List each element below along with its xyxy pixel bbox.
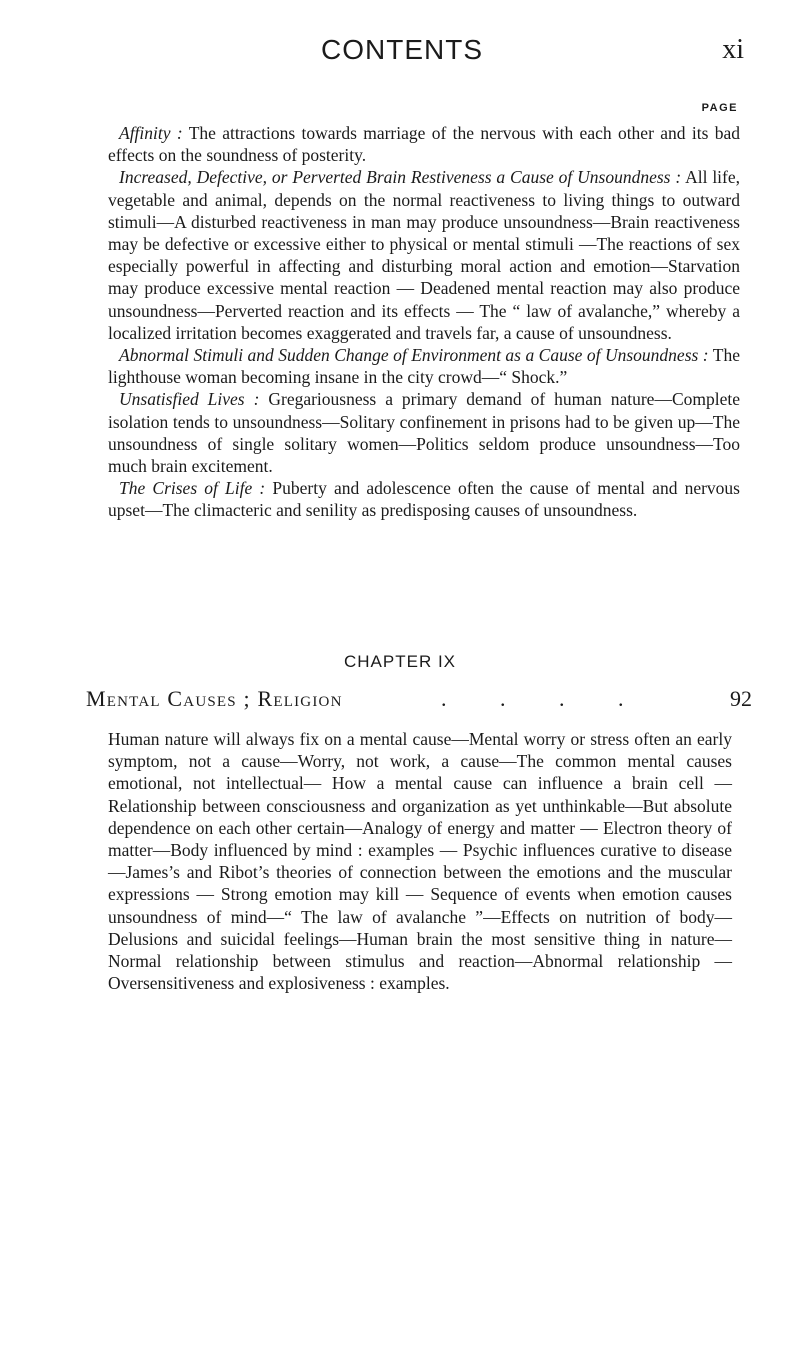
- chapter-heading-line: [86, 686, 752, 716]
- entry-text: Puberty and adolescence often the cause of mental and nervous upset—The climacteric and senility as predisposing causes of unsoundness.: [108, 478, 740, 521]
- entry-heading: Increased, Defective, or Perverted Brain Restiveness a Cause of Unsoundness :: [119, 167, 682, 188]
- entry-text: The lighthouse woman becoming insane in the city crowd—“ Shock.”: [108, 345, 740, 388]
- contents-entry: [108, 388, 740, 477]
- chapter-summary: [108, 728, 732, 994]
- entry-text: The attractions towards marriage of the nervous with each other and its bad effects on the soundness of posterity.: [108, 123, 740, 166]
- entry-heading: Affinity :: [119, 123, 183, 143]
- entry-text: Gregariousness a primary demand of human nature—Complete isolation tends to unsoundness—Solitary confinement in prisons had to be given up—The unsoundness of single solitary women—Politics seldom produce unsoundness—Too much brain excitement.: [108, 389, 740, 477]
- contents-entry: [108, 122, 740, 166]
- page-column-label: PAGE: [701, 102, 738, 114]
- contents-entries: [108, 122, 740, 522]
- chapter-label: CHAPTER IX: [343, 652, 457, 671]
- chapter-summary-text: Human nature will always fix on a mental cause—Mental worry or stress often an early symptom, not a cause—Worry, not work, a cause—The common mental causes emotional, not intellectual— How a mental cause can influence a brain cell — Relationship between consciousness and organization as yet unthinkable—But absolute dependence on each other certain—Analogy of energy and matter — Electron theory of matter—Body influenced by mind : examples — Psychic influences curative to disease—James’s and Ribot’s theories of connection between the emotions and the muscular expressions — Strong emotion may kill — Sequence of events when emotion causes unsoundness of mind—“ The law of avalanche ”—Effects on nutrition of body—Delusions and suicidal feelings—Human brain the most sensitive thing in nature—Normal relationship between stimulus and reaction—Abnormal relationship —Oversensitiveness and explosiveness : examples.: [108, 729, 732, 994]
- entry-heading: Abnormal Stimuli and Sudden Change of Environment as a Cause of Unsoundness :: [119, 345, 709, 366]
- contents-entry: [108, 477, 740, 521]
- entry-text: All life, vegetable and animal, depends on the normal reactiveness to living things to outward stimuli—A disturbed reactiveness in man may produce unsoundness—Brain reactiveness may be defective or excessive either to physical or mental stimuli —The reactions of sex especially powerful in affecting and disturbing moral action and emotion—Starvation may produce excessive mental reaction — Deadened mental reaction may also produce unsoundness—Perverted reaction and its effects — The “ law of avalanche,” whereby a localized irritation becomes exaggerated and travels far, a cause of unsoundness.: [108, 167, 741, 343]
- contents-entry: [108, 344, 740, 388]
- chapter-page-number: 92: [730, 686, 752, 711]
- entry-heading: The Crises of Life :: [119, 478, 266, 499]
- dot-leaders: . . . .: [441, 686, 648, 711]
- entry-heading: Unsatisfied Lives :: [119, 389, 260, 410]
- running-head: CONTENTS: [321, 34, 483, 65]
- page-folio: xi: [722, 34, 744, 65]
- contents-entry: [108, 166, 740, 344]
- page-header: [52, 34, 752, 74]
- chapter-title: Mental Causes ; Religion: [86, 686, 343, 711]
